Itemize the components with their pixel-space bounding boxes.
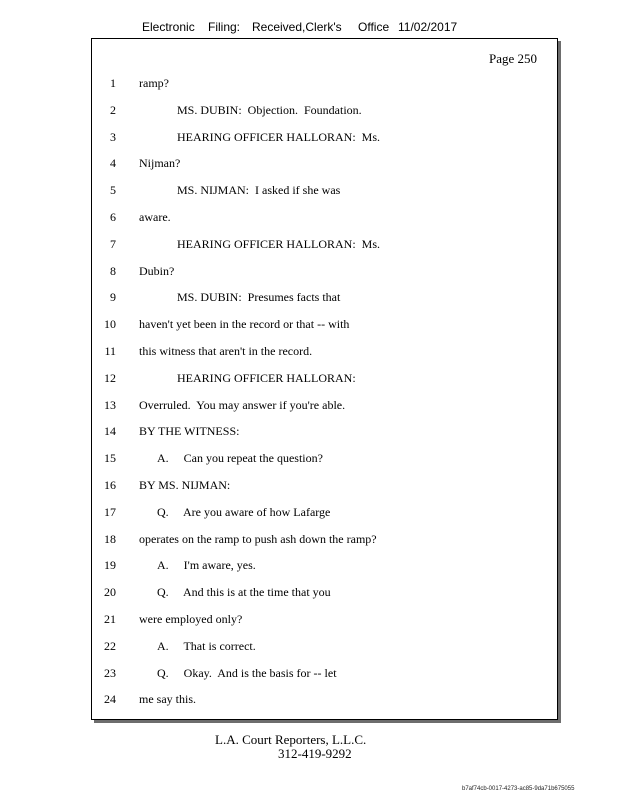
line-number: 11	[104, 344, 116, 358]
line-text: A. That is correct.	[157, 638, 256, 653]
transcript-line	[92, 128, 557, 146]
transcript-page	[91, 38, 558, 720]
transcript-line	[92, 476, 557, 494]
transcript-line	[92, 583, 557, 601]
footer-company: L.A. Court Reporters, L.L.C.	[215, 732, 367, 747]
line-number: 1	[110, 76, 116, 90]
line-text: Nijman?	[139, 156, 181, 171]
line-number: 3	[110, 129, 116, 144]
line-number: 19	[104, 558, 116, 573]
transcript-line	[92, 530, 557, 548]
line-number: 2	[110, 102, 116, 117]
transcript-line	[92, 154, 557, 172]
line-number: 22	[104, 638, 116, 653]
line-number: 6	[110, 210, 116, 224]
line-text: Q. Are you aware of how Lafarge	[157, 504, 331, 519]
line-text: HEARING OFFICER HALLORAN: Ms.	[177, 129, 381, 144]
line-number: 10	[104, 317, 116, 332]
line-text: A. Can you repeat the question?	[157, 451, 323, 466]
transcript-line	[92, 664, 557, 682]
line-number: 18	[104, 531, 116, 546]
line-number: 23	[104, 665, 116, 680]
document-hash: b7af74cb-0017-4273-ac85-9da71b675055	[462, 786, 575, 792]
transcript-line	[92, 422, 557, 440]
transcript-line	[92, 369, 557, 387]
line-text: me say this.	[139, 692, 196, 707]
filing-header-date: 11/02/2017	[398, 20, 458, 34]
transcript-line	[92, 503, 557, 521]
line-text: A. I'm aware, yes.	[157, 558, 256, 573]
line-text: MS. DUBIN: Presumes facts that	[177, 290, 341, 305]
line-number: 21	[104, 612, 116, 626]
filing-header-office: Office	[358, 20, 390, 34]
line-number: 16	[104, 478, 116, 492]
line-number: 9	[110, 290, 116, 305]
line-text: Q. Okay. And is the basis for -- let	[157, 665, 337, 680]
transcript-line	[92, 101, 557, 119]
line-text: ramp?	[139, 76, 169, 90]
line-number: 5	[110, 183, 116, 198]
line-text: HEARING OFFICER HALLORAN: Ms.	[177, 236, 381, 251]
line-text: MS. DUBIN: Objection. Foundation.	[177, 102, 362, 117]
line-number: 8	[110, 263, 116, 278]
line-number: 12	[104, 370, 116, 385]
line-number: 13	[104, 397, 116, 412]
transcript-line	[92, 315, 557, 333]
line-text: BY THE WITNESS:	[139, 424, 240, 439]
line-text: aware.	[139, 210, 171, 224]
line-text: this witness that aren't in the record.	[139, 344, 313, 358]
footer-phone: 312-419-9292	[278, 746, 352, 761]
line-text: operates on the ramp to push ash down the ramp?	[139, 531, 377, 546]
filing-header-filing: Filing:	[208, 20, 241, 34]
line-number: 15	[104, 451, 116, 466]
line-number: 20	[104, 585, 116, 600]
line-number: 14	[104, 424, 116, 439]
transcript-line	[92, 181, 557, 199]
transcript-line	[92, 449, 557, 467]
line-text: HEARING OFFICER HALLORAN:	[177, 370, 356, 385]
transcript-line	[92, 262, 557, 280]
filing-header-electronic: Electronic	[142, 20, 195, 34]
filing-header-received: Received,Clerk's	[252, 20, 342, 34]
transcript-line	[92, 74, 557, 92]
transcript-line	[92, 288, 557, 306]
line-number: 7	[110, 236, 116, 251]
transcript-line	[92, 235, 557, 253]
line-text: MS. NIJMAN: I asked if she was	[177, 183, 341, 198]
transcript-line	[92, 637, 557, 655]
line-text: Dubin?	[139, 263, 175, 278]
page-number: Page 250	[488, 51, 537, 66]
line-text: were employed only?	[139, 612, 243, 626]
line-text: BY MS. NIJMAN:	[139, 478, 231, 492]
line-number: 17	[104, 504, 116, 519]
transcript-line	[92, 396, 557, 414]
line-text: haven't yet been in the record or that -- with	[139, 317, 350, 332]
line-text: Overruled. You may answer if you're able.	[139, 397, 346, 412]
transcript-line	[92, 556, 557, 574]
line-number: 24	[104, 692, 116, 707]
transcript-line	[92, 342, 557, 360]
line-text: Q. And this is at the time that you	[157, 585, 331, 600]
transcript-line	[92, 690, 557, 708]
transcript-line	[92, 208, 557, 226]
line-number: 4	[110, 156, 116, 171]
transcript-line	[92, 610, 557, 628]
